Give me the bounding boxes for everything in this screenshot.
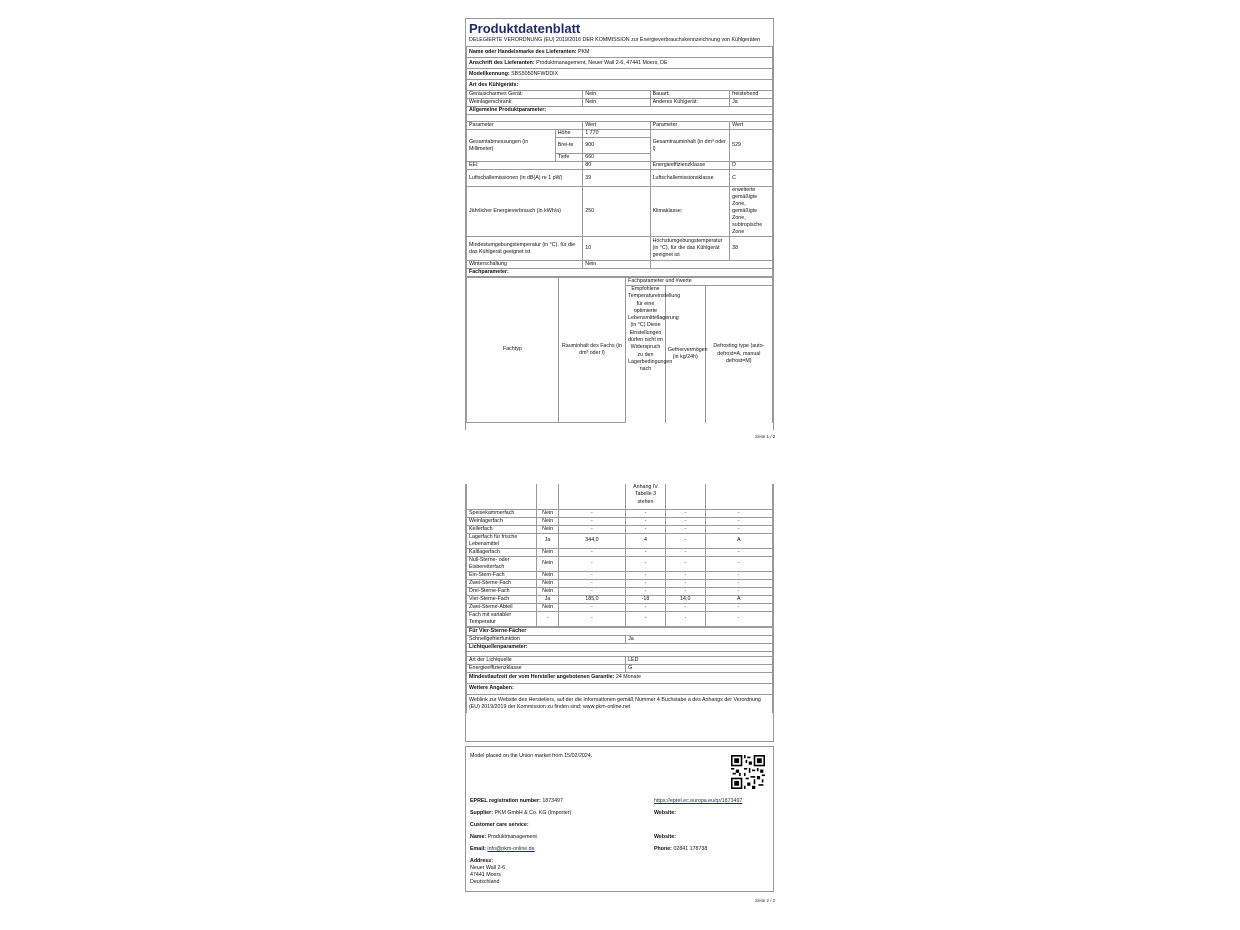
comp-present: Nein	[537, 579, 558, 587]
comp-defrost: -	[705, 587, 772, 595]
comp-present: Nein	[537, 548, 558, 556]
care-name-value: Produktmanagement	[487, 834, 537, 840]
col-param: Parameter	[650, 122, 730, 130]
address-line: 47441 Moers	[470, 872, 501, 878]
comp-present: Nein	[537, 509, 558, 517]
comp-defrost: -	[705, 517, 772, 525]
address-heading: Address:	[470, 858, 493, 864]
type-label: Weinlagerschrank:	[467, 99, 583, 107]
noise-label: Luftschallemissionen (in dB(A) re 1 pW)	[467, 170, 583, 187]
type-heading: Art des Kühlgeräts:	[467, 80, 773, 91]
min-temp-value: 10	[583, 237, 650, 261]
comp-volume: -	[558, 579, 625, 587]
comp-temp: -	[626, 509, 666, 517]
dim-name: Brei-te	[555, 138, 583, 154]
eclass-label: Energieeffizienzklasse	[650, 162, 730, 170]
comp-freeze: -	[665, 571, 705, 579]
comp-temp: -	[626, 525, 666, 533]
comp-freeze: -	[665, 533, 705, 548]
dim-name: Tiefe	[555, 154, 583, 162]
four-star-heading: Für Vier-Sterne-Fächer	[467, 627, 773, 635]
comp-temp: -18	[626, 595, 666, 603]
comp-freeze: -	[665, 509, 705, 517]
comp-temp: 4	[626, 533, 666, 548]
phone-value: 02841 178738	[673, 846, 708, 852]
comp-present: Nein	[537, 603, 558, 611]
eei-value: 80	[583, 162, 650, 170]
comp-freeze: -	[665, 603, 705, 611]
comp-name: Kellerfach	[467, 525, 537, 533]
supplier-value: PKM GmbH & Co. KG (Importer)	[494, 810, 572, 816]
type-label: Anderes Kühlgerät:	[650, 99, 730, 107]
table-row	[467, 579, 773, 587]
comp-present: Nein	[537, 587, 558, 595]
comp-volume: 185,0	[558, 595, 625, 603]
eprel-box	[465, 746, 774, 892]
address-value: Produktmanagement, Neuer Wall 2-6, 47441 Moers, DE	[536, 59, 668, 66]
comp-defrost: -	[705, 611, 772, 626]
dim-name: Höhe	[555, 130, 583, 138]
max-temp-value: 38	[730, 237, 773, 261]
placed-on-market: Model placed on the Union market from 15/02/2024.	[470, 753, 593, 759]
table-row	[467, 603, 773, 611]
comp-temp: -	[626, 571, 666, 579]
comp-defrost: -	[705, 556, 772, 571]
type-value: Ja	[730, 99, 773, 107]
table-row	[467, 533, 773, 548]
type-label: Geräuscharmes Gerät:	[467, 91, 583, 99]
comp-freeze: -	[665, 548, 705, 556]
email-label: Email:	[470, 846, 486, 852]
email-link[interactable]: info@pkm-online.de	[487, 846, 535, 852]
phone-label: Phone:	[654, 846, 672, 852]
noise-value: 39	[583, 170, 650, 187]
col-value: Wert	[730, 122, 773, 130]
comp-name: Fach mit variabler Temperatur	[467, 611, 537, 626]
light-type-value: LED	[626, 656, 773, 664]
comp-volume: -	[558, 525, 625, 533]
comp-defrost: -	[705, 571, 772, 579]
table-row	[467, 509, 773, 517]
more-heading: Weitere Angaben:	[467, 683, 773, 694]
comp-present: Nein	[537, 556, 558, 571]
type-value: Nein	[583, 91, 650, 99]
comp-name: Vier-Sterne-Fach	[467, 595, 537, 603]
table-row	[467, 595, 773, 603]
general-heading: Allgemeine Produktparameter:	[467, 107, 773, 115]
comp-col-temp-cont: Anhang IV Tabelle 3 stehen	[626, 484, 666, 509]
comp-freeze: -	[665, 556, 705, 571]
comp-defrost: -	[705, 579, 772, 587]
max-temp-label: Höchstumgebungstemperatur (in °C), für die das Kühlgerät geeignet ist	[650, 237, 730, 261]
comp-name: Lagerfach für frische Lebensmittel	[467, 533, 537, 548]
comp-volume: -	[558, 587, 625, 595]
comp-volume: -	[558, 548, 625, 556]
comp-defrost: -	[705, 509, 772, 517]
comp-col-defrost: Defrosting type (auto-defrost=A, manual defrost=M)	[705, 286, 772, 423]
comp-defrost: -	[705, 603, 772, 611]
eprel-reg-label: EPREL registration number:	[470, 798, 541, 804]
col-value: Wert	[583, 122, 650, 130]
table-row	[467, 611, 773, 626]
comp-name: Ein-Stern-Fach	[467, 571, 537, 579]
eprel-link[interactable]: https://eprel.ec.europa.eu/qr/1873497	[654, 798, 743, 804]
climate-label: Klimaklasse:	[650, 187, 730, 237]
dim-value: 660	[583, 154, 650, 162]
eprel-reg-value: 1873497	[542, 798, 563, 804]
comp-volume: -	[558, 556, 625, 571]
comp-group-header: Fachparameter und #werte	[626, 278, 773, 286]
noise-class-label: Luftschallemissionsklasse	[650, 170, 730, 187]
customer-care-label: Customer care service:	[470, 822, 529, 828]
datasheet-page-1	[465, 18, 774, 430]
consumption-value: 250	[583, 187, 650, 237]
dim-value: 1 770	[583, 130, 650, 138]
comp-temp: -	[626, 517, 666, 525]
volume-label: Gesamtrauminhalt (in dm³ oder l)	[650, 130, 730, 162]
comp-defrost: -	[705, 548, 772, 556]
qr-code-icon	[731, 755, 765, 789]
document-title: Produktdatenblatt	[469, 21, 581, 36]
care-name-label: Name:	[470, 834, 487, 840]
consumption-label: Jährlicher Energieverbrauch (in kWh/a)	[467, 187, 583, 237]
more-text: Weblink zur Website des Herstellers, auf der die Informationen gemäß Nummer 4 Buchstabe a des Anhangs der Verordnung (EU) 2019/2019 der Kommission zu finden sind: www.pkm-online.net	[467, 694, 773, 713]
dim-value: 900	[583, 138, 650, 154]
climate-value: erweiterte gemäßigte Zone, gemäßigte Zone, subtropische Zone	[730, 187, 773, 237]
comp-temp: -	[626, 611, 666, 626]
noise-class-value: C	[730, 170, 773, 187]
eei-label: EEI	[467, 162, 583, 170]
comp-present: Nein	[537, 517, 558, 525]
datasheet-page-2	[465, 484, 774, 742]
page-number: Seite 1 / 2	[755, 434, 776, 439]
comp-freeze: -	[665, 587, 705, 595]
light-type-label: Art der Lichtquelle	[467, 656, 626, 664]
table-row	[467, 587, 773, 595]
supplier-name-label: Name oder Handelsmarke des Lieferanten:	[469, 48, 577, 55]
type-value: Nein	[583, 99, 650, 107]
comp-temp: -	[626, 603, 666, 611]
general-info-table	[466, 46, 773, 277]
comp-temp: -	[626, 579, 666, 587]
comp-present: -	[537, 611, 558, 626]
comp-defrost: A	[705, 533, 772, 548]
light-class-value: G	[626, 664, 773, 672]
comp-temp: -	[626, 556, 666, 571]
compartment-header-table	[466, 277, 773, 423]
comp-freeze: -	[665, 579, 705, 587]
comp-volume: -	[558, 603, 625, 611]
comp-volume: -	[558, 571, 625, 579]
comp-present: Nein	[537, 571, 558, 579]
type-label: Bauart:	[650, 91, 730, 99]
website-label: Website:	[654, 810, 676, 816]
comp-name: Kaltlagerfach	[467, 548, 537, 556]
comp-name: Drei-Sterne-Fach	[467, 587, 537, 595]
col-param: Parameter	[467, 122, 583, 130]
comp-temp: -	[626, 548, 666, 556]
comp-volume: -	[558, 611, 625, 626]
comp-col-temp: Empfohlene Temperatureinstellung für eine optimierte Lebensmittellagerung (in °C) Diese Einstellungen dürfen nicht im Widerspruch zu den Lagerbedingungen nach	[626, 286, 666, 423]
comp-name: Weinlagerfach	[467, 517, 537, 525]
comp-col-type: Fachtyp	[467, 278, 559, 423]
model-value: SBS5050NFWDDIX	[511, 70, 559, 77]
volume-value: 529	[730, 130, 773, 162]
warranty-value: 24 Monate	[615, 674, 641, 680]
min-temp-label: Mindestumgebungstemperatur (in °C), für die das Kühlgerät geeignet ist	[467, 237, 583, 261]
model-label: Modellkennung:	[469, 70, 510, 77]
comp-defrost: -	[705, 525, 772, 533]
type-value: freistehend	[730, 91, 773, 99]
winter-value: Nein	[583, 261, 650, 269]
compartment-rows	[467, 509, 773, 626]
address-line: Deutschland	[470, 879, 500, 885]
quick-freeze-value: Ja	[626, 635, 773, 643]
comp-name: Zwei-Sterne-Fach	[467, 579, 537, 587]
supplier-label: Supplier:	[470, 810, 493, 816]
comp-col-freeze: Gefriervermögen (in kg/24h)	[665, 286, 705, 423]
comp-defrost: A	[705, 595, 772, 603]
comp-volume: 344,0	[558, 533, 625, 548]
address-line: Neuer Wall 2-6	[470, 865, 506, 871]
extra-info-table	[466, 627, 773, 714]
comp-name: Zwei-Sterne-Abteil	[467, 603, 537, 611]
document-subtitle: DELEGIERTE VERORDNUNG (EU) 2019/2016 DER KOMMISSION zur Energieverbrauchskennzeichnung von Kühlgeräten	[469, 37, 761, 43]
comp-col-volume: Rauminhalt des Fachs (in dm³ oder l)	[558, 278, 625, 423]
comp-freeze: -	[665, 525, 705, 533]
light-heading: Lichtquellenparameter:	[467, 643, 773, 651]
comp-present: Ja	[537, 533, 558, 548]
light-class-label: Energieeffizienzklasse	[467, 664, 626, 672]
dims-label: Gesamtabmessungen (in Millimeter)	[467, 130, 556, 162]
table-row	[467, 571, 773, 579]
comp-name: Speisekammerfach	[467, 509, 537, 517]
table-row	[467, 556, 773, 571]
website-label: Website:	[654, 834, 676, 840]
comp-present: Ja	[537, 595, 558, 603]
comp-freeze: -	[665, 611, 705, 626]
comp-freeze: 14,0	[665, 595, 705, 603]
table-row	[467, 517, 773, 525]
winter-label: Winterschaltung	[467, 261, 583, 269]
comp-present: Nein	[537, 525, 558, 533]
comp-freeze: -	[665, 517, 705, 525]
comp-name: Null-Sterne- oder Eisbereiterfach	[467, 556, 537, 571]
eclass-value: D	[730, 162, 773, 170]
quick-freeze-label: Schnellgefrierfunktion	[467, 635, 626, 643]
compartment-table	[466, 484, 773, 627]
comp-temp: -	[626, 587, 666, 595]
page-number: Seite 2 / 2	[755, 898, 776, 903]
supplier-name-value: PKM	[577, 48, 590, 55]
compartment-heading: Fachparameter:	[467, 269, 773, 277]
comp-volume: -	[558, 509, 625, 517]
comp-volume: -	[558, 517, 625, 525]
address-label: Anschrift des Lieferanten:	[469, 59, 535, 66]
table-row	[467, 548, 773, 556]
warranty-label: Mindestlaufzeit der vom Hersteller angebotenen Garantie:	[469, 674, 615, 680]
table-row	[467, 525, 773, 533]
